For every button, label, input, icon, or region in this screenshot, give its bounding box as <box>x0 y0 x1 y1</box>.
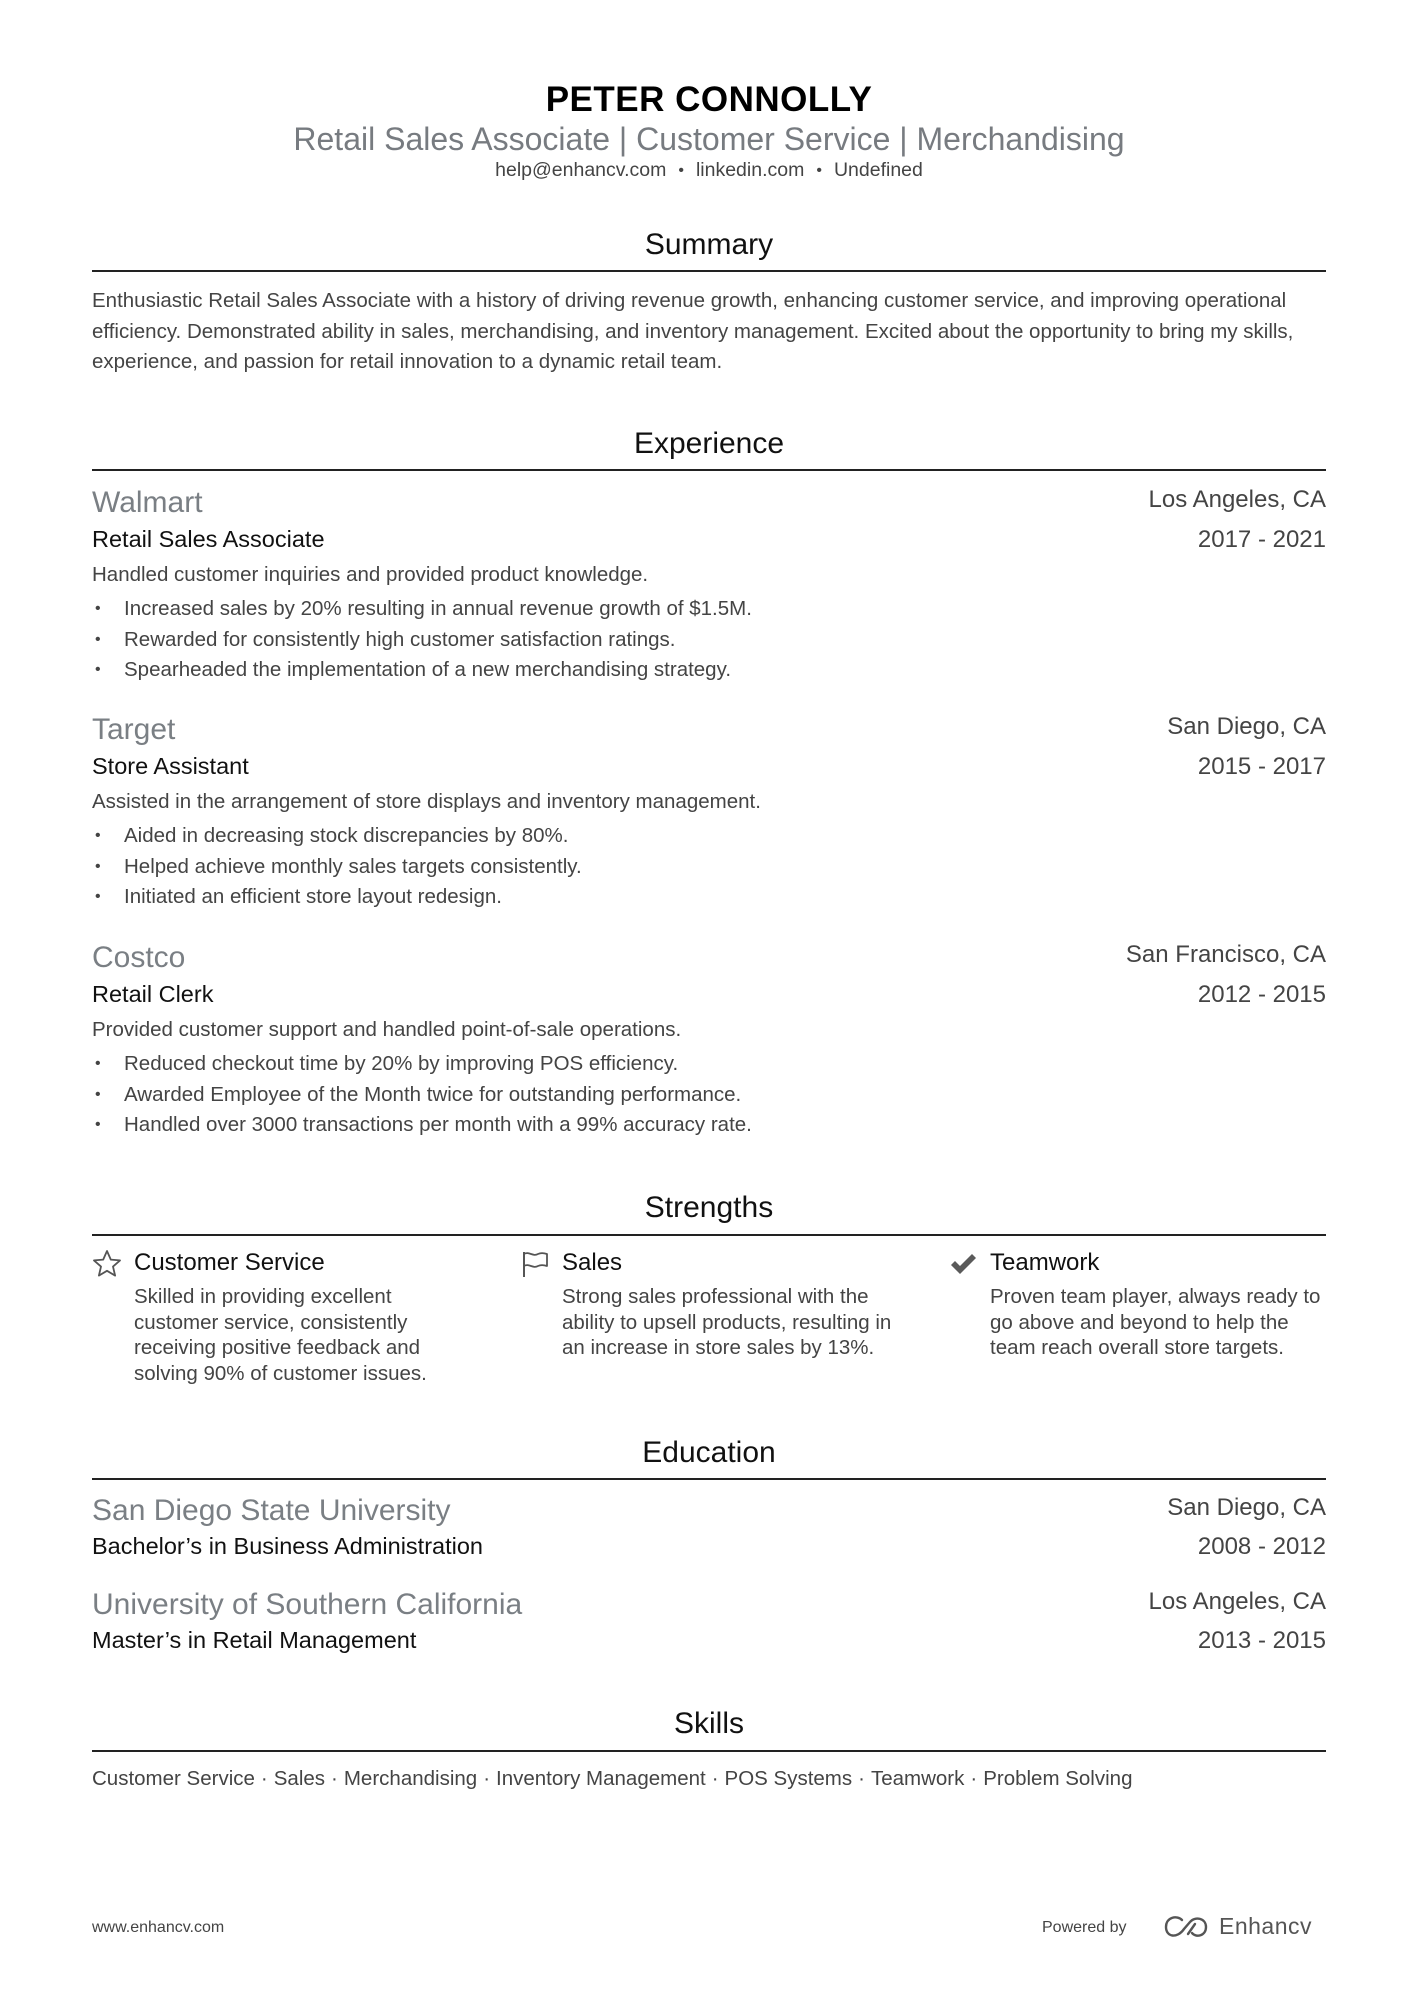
school-name: San Diego State University <box>92 1494 451 1527</box>
achievement-item: • Rewarded for consistently high customer satisfaction ratings. <box>92 625 752 656</box>
achievement-list <box>92 594 752 686</box>
job-description: Handled customer inquiries and provided product knowledge. <box>92 563 649 586</box>
job-location: Los Angeles, CA <box>1148 486 1326 513</box>
linkedin-link[interactable]: linkedin.com <box>695 159 805 181</box>
achievement-list <box>92 1049 752 1141</box>
skill-separator: · <box>331 1767 338 1790</box>
skill-separator: · <box>711 1767 719 1790</box>
achievement-item: • Awarded Employee of the Month twice for outstanding performance. <box>92 1080 752 1111</box>
strength-title: Teamwork <box>990 1249 1100 1276</box>
skill-item: Problem Solving <box>983 1767 1133 1790</box>
skill-item: Teamwork <box>870 1767 965 1790</box>
achievement-item: • Increased sales by 20% resulting in annual revenue growth of $1.5M. <box>92 594 752 625</box>
job-location: San Diego, CA <box>1167 713 1326 740</box>
skill-separator: · <box>970 1767 978 1790</box>
experience-heading: Experience <box>633 427 785 460</box>
separator-dot: • <box>816 162 822 179</box>
separator-dot: • <box>678 162 684 179</box>
skill-item: Merchandising <box>343 1767 478 1790</box>
school-location: Los Angeles, CA <box>1148 1588 1326 1615</box>
section-divider <box>92 270 1326 272</box>
skill-item: Customer Service <box>92 1767 255 1790</box>
school-location: San Diego, CA <box>1167 1494 1326 1521</box>
strength-title: Sales <box>562 1249 623 1276</box>
company-name: Target <box>92 713 176 746</box>
job-description: Provided customer support and handled point-of-sale operations. <box>92 1018 682 1041</box>
strengths-heading: Strengths <box>644 1191 774 1224</box>
job-title: Retail Clerk <box>92 981 214 1007</box>
education-dates: 2013 - 2015 <box>1197 1627 1326 1654</box>
company-name: Walmart <box>92 486 203 519</box>
strength-description: Proven team player, always ready to go above and beyond to help the team reach overall store targets. <box>990 1285 1321 1359</box>
summary-heading: Summary <box>644 228 774 261</box>
powered-by-label: Powered by <box>1042 1919 1127 1936</box>
job-dates: 2012 - 2015 <box>1197 981 1326 1008</box>
strength-description: Strong sales professional with the ability to upsell products, resulting in an increase in store sales by 13%. <box>562 1285 892 1359</box>
skill-item: POS Systems <box>724 1767 853 1790</box>
headline: Retail Sales Associate | Customer Service | Merchandising <box>293 121 1125 157</box>
achievement-item: • Helped achieve monthly sales targets consistently. <box>92 852 582 883</box>
skill-item: Inventory Management <box>496 1767 706 1790</box>
skill-separator: · <box>483 1767 491 1790</box>
achievement-item: • Initiated an efficient store layout redesign. <box>92 882 582 913</box>
achievement-item: • Aided in decreasing stock discrepancies by 80%. <box>92 821 582 852</box>
summary-text: Enthusiastic Retail Sales Associate with a history of driving revenue growth, enhancing customer service, and improving operational efficiency. Demonstrated ability in sales, merchandising, and inventory management. Excited about the opportunity to bring my skills, experience, and passion for retail innovation to a dynamic retail team. <box>92 289 1294 373</box>
skills-list <box>92 1767 1326 1791</box>
contact-line <box>92 159 1326 182</box>
strength-description: Skilled in providing excellent customer service, consistently receiving positive feedback and solving 90% of customer issues. <box>134 1285 427 1385</box>
strength-title: Customer Service <box>134 1249 325 1276</box>
school-name: University of Southern California <box>92 1588 523 1621</box>
skill-item: Sales <box>273 1767 326 1790</box>
enhancv-logo-icon <box>1162 1914 1210 1940</box>
email-link[interactable]: help@enhancv.com <box>495 159 667 181</box>
education-dates: 2008 - 2012 <box>1197 1533 1326 1560</box>
checkmark-icon <box>948 1249 978 1279</box>
skill-separator: · <box>858 1767 865 1790</box>
footer-website-link[interactable]: www.enhancv.com <box>92 1919 225 1936</box>
job-description: Assisted in the arrangement of store displays and inventory management. <box>92 790 761 813</box>
section-divider <box>92 469 1326 471</box>
education-heading: Education <box>642 1436 776 1469</box>
degree: Bachelor’s in Business Administration <box>92 1533 483 1559</box>
skill-separator: · <box>260 1767 268 1790</box>
job-title: Retail Sales Associate <box>92 526 325 552</box>
achievement-item: • Handled over 3000 transactions per month with a 99% accuracy rate. <box>92 1110 752 1141</box>
achievement-list <box>92 821 582 913</box>
section-divider <box>92 1234 1326 1236</box>
enhancv-brand-name: Enhancv <box>1219 1913 1313 1939</box>
star-icon <box>92 1249 122 1279</box>
flag-icon <box>520 1249 550 1279</box>
job-location: San Francisco, CA <box>1125 941 1326 968</box>
job-dates: 2017 - 2021 <box>1197 526 1326 553</box>
job-dates: 2015 - 2017 <box>1197 753 1326 780</box>
section-divider <box>92 1750 1326 1752</box>
location-text: Undefined <box>833 159 923 181</box>
company-name: Costco <box>92 941 186 974</box>
achievement-item: • Spearheaded the implementation of a new merchandising strategy. <box>92 655 752 686</box>
candidate-name: PETER CONNOLLY <box>545 80 873 119</box>
degree: Master’s in Retail Management <box>92 1627 417 1653</box>
job-title: Store Assistant <box>92 753 249 779</box>
section-divider <box>92 1478 1326 1480</box>
achievement-item: • Reduced checkout time by 20% by improving POS efficiency. <box>92 1049 752 1080</box>
skills-heading: Skills <box>673 1707 744 1740</box>
